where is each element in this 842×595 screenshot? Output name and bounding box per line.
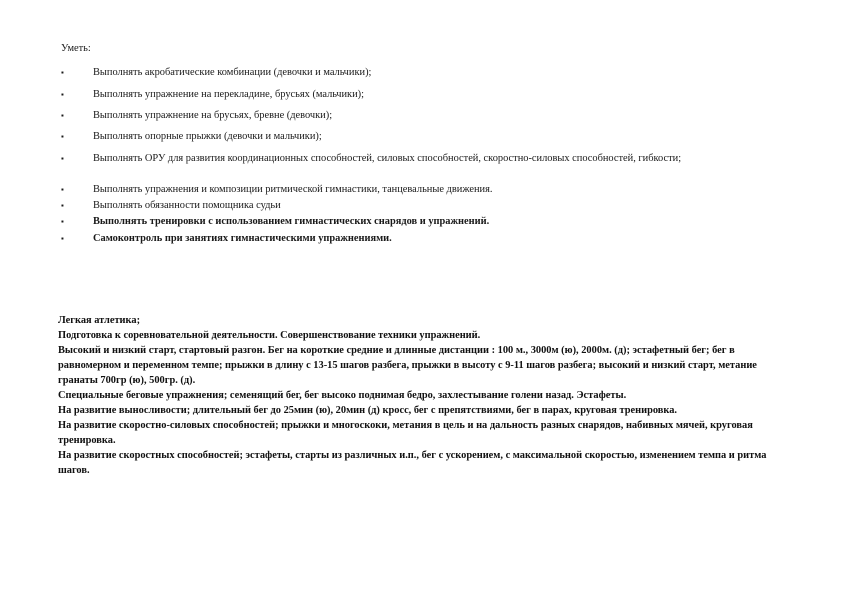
athletics-intro: Подготовка к соревновательной деятельности. Совершенствование техники упражнений. bbox=[58, 330, 481, 341]
list-item-text: Выполнять акробатические комбинации (девочки и мальчики); bbox=[93, 67, 372, 78]
bullet-icon: ▪ bbox=[61, 154, 64, 163]
bullet-icon: ▪ bbox=[61, 217, 64, 226]
athletics-speed-strength: На развитие скоростно-силовых способностей; прыжки и многоскоки, метания в цель и на дальность разных снарядов, набивных мячей, круговая тренировка. bbox=[58, 420, 753, 446]
athletics-speed: На развитие скоростных способностей; эстафеты, старты из различных и.п., бег с ускорением, с максимальной скоростью, изменением темпа и ритма шагов. bbox=[58, 450, 767, 476]
bullet-icon: ▪ bbox=[61, 90, 64, 99]
athletics-section bbox=[58, 313, 788, 478]
bullet-icon: ▪ bbox=[61, 185, 64, 194]
list-item-text: Выполнять обязанности помощника судьи bbox=[93, 200, 281, 211]
list-item-text: Выполнять тренировки с использованием гимнастических снарядов и упражнений. bbox=[93, 216, 490, 227]
athletics-special: Специальные беговые упражнения; семенящий бег, бег высоко поднимая бедро, захлестывание голени назад. Эстафеты. bbox=[58, 390, 627, 401]
list-item-text: Самоконтроль при занятиях гимнастическими упражнениями. bbox=[93, 233, 392, 244]
bullet-icon: ▪ bbox=[61, 132, 64, 141]
bullet-icon: ▪ bbox=[61, 201, 64, 210]
list-item bbox=[61, 152, 781, 166]
skills-heading: Уметь: bbox=[61, 43, 91, 54]
bullet-icon: ▪ bbox=[61, 68, 64, 77]
list-item-text: Выполнять ОРУ для развития координационных способностей, силовых способностей, скоростно-силовых способностей, гибкости; bbox=[93, 153, 682, 164]
athletics-title: Легкая атлетика; bbox=[58, 315, 141, 326]
bullet-icon: ▪ bbox=[61, 111, 64, 120]
athletics-endurance: На развитие выносливости; длительный бег до 25мин (ю), 20мин (д) кросс, бег с препятствиями, бег в парах, круговая тренировка. bbox=[58, 405, 678, 416]
list-item-text: Выполнять опорные прыжки (девочки и мальчики); bbox=[93, 131, 322, 142]
list-item-text: Выполнять упражнение на перекладине, брусьях (мальчики); bbox=[93, 89, 364, 100]
bullet-icon: ▪ bbox=[61, 234, 64, 243]
athletics-running: Высокий и низкий старт, стартовый разгон. Бег на короткие средние и длинные дистанции : 100 м., 3000м (ю), 2000м. (д); эстафетный бег; бег в равномерном и переменном темпе; прыжки в длину с 13-15 шагов разбега, прыжки в высоту с 9-11 шагов разбега; высокий и низкий старт, метание гранаты 700гр (ю), 500гр. (д). bbox=[58, 345, 757, 386]
list-item-text: Выполнять упражнение на брусьях, бревне (девочки); bbox=[93, 110, 333, 121]
list-item-text: Выполнять упражнения и композиции ритмической гимнастики, танцевальные движения. bbox=[93, 184, 493, 195]
